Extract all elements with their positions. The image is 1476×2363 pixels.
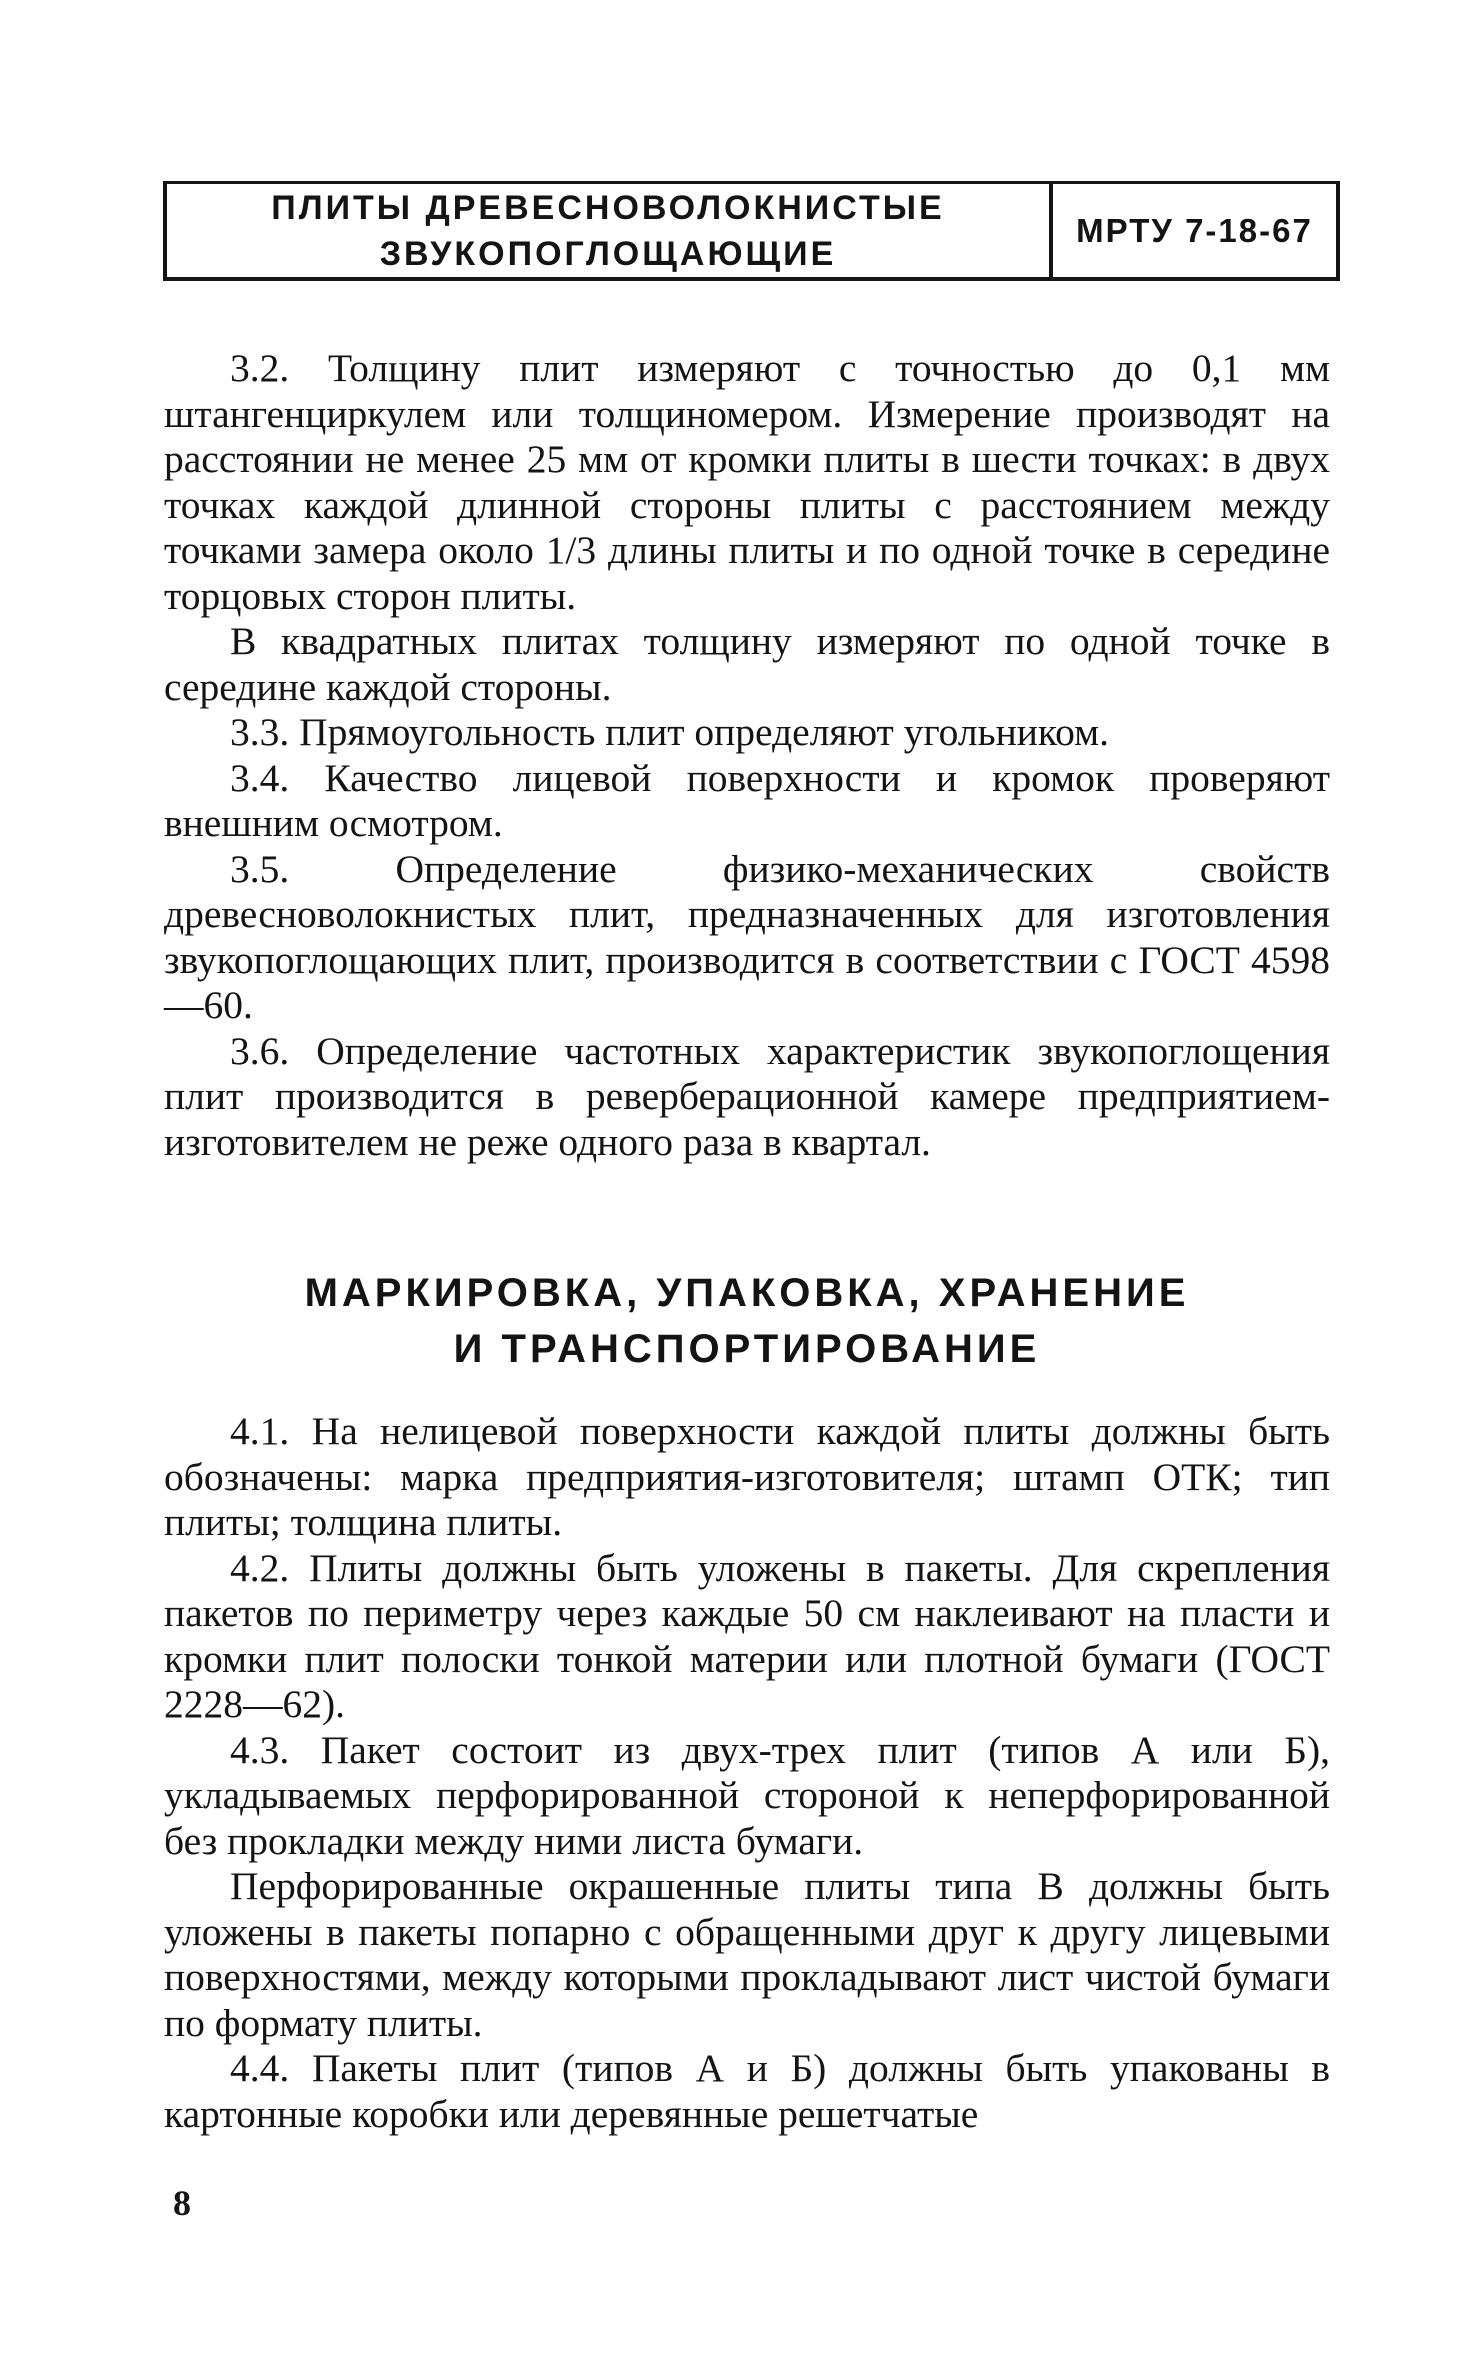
section-heading-line1: МАРКИРОВКА, УПАКОВКА, ХРАНЕНИЕ (304, 1271, 1190, 1315)
paragraph-4-2: 4.2. Плиты должны быть уложены в пакеты. Для скрепления пакетов по периметру через каждые 50 см наклеивают на пласти и кромки плит полоски тонкой материи или плотной бумаги (ГОСТ 2228—62). (164, 1545, 1330, 1726)
paragraph-4-1: 4.1. На нелицевой поверхности каждой плиты должны быть обозначены: марка предприятия-изготовителя; штамп ОТК; тип плиты; толщина плиты. (164, 1409, 1330, 1544)
paragraph-3-5: 3.5. Определение физико-механических свойств древесноволокнистых плит, предназначенных для изготовления звукопоглощающих плит, производится в соответствии с ГОСТ 4598—60. (164, 846, 1330, 1027)
document-body (164, 346, 1330, 2137)
page-number: 8 (173, 2183, 191, 2223)
section-heading (164, 1265, 1330, 1377)
paragraph-3-2-square: В квадратных плитах толщину измеряют по одной точке в середине каждой стороны. (164, 619, 1330, 709)
document-header (163, 181, 1340, 281)
paragraph-4-4: 4.4. Пакеты плит (типов А и Б) должны быть упакованы в картонные коробки или деревянные решетчатые (164, 2046, 1330, 2136)
paragraph-3-3: 3.3. Прямоугольность плит определяют угольником. (230, 710, 1109, 754)
header-title (167, 184, 1049, 277)
paragraph-3-2: 3.2. Толщину плит измеряют с точностью до 0,1 мм штангенциркулем или толщиномером. Измерение производят на расстоянии не менее 25 мм от кромки плиты в шести точках: в двух точках каждой длинной стороны плиты с расстоянием между точками замера около 1/3 длины плиты и по одной точке в середине торцовых сторон плиты. (164, 346, 1330, 618)
standard-code: МРТУ 7-18-67 (1049, 184, 1336, 277)
header-title-line2: ЗВУКОПОГЛОЩАЮЩИЕ (379, 234, 837, 273)
header-title-line1: ПЛИТЫ ДРЕВЕСНОВОЛОКНИСТЫЕ (271, 188, 945, 227)
section-heading-line2: И ТРАНСПОРТИРОВАНИЕ (453, 1327, 1041, 1371)
paragraph-4-3: 4.3. Пакет состоит из двух-трех плит (типов А или Б), укладываемых перфорированной стороной к неперфорированной без прокладки между ними листа бумаги. (164, 1727, 1330, 1863)
paragraph-3-6: 3.6. Определение частотных характеристик звукопоглощения плит производится в реверберационной камере предприятием-изготовителем не реже одного раза в квартал. (164, 1028, 1330, 1164)
paragraph-4-3-painted: Перфорированные окрашенные плиты типа В должны быть уложены в пакеты попарно с обращенными друг к другу лицевыми поверхностями, между которыми прокладывают лист чистой бумаги по формату плиты. (164, 1864, 1330, 2045)
paragraph-3-4: 3.4. Качество лицевой поверхности и кромок проверяют внешним осмотром. (164, 755, 1330, 845)
